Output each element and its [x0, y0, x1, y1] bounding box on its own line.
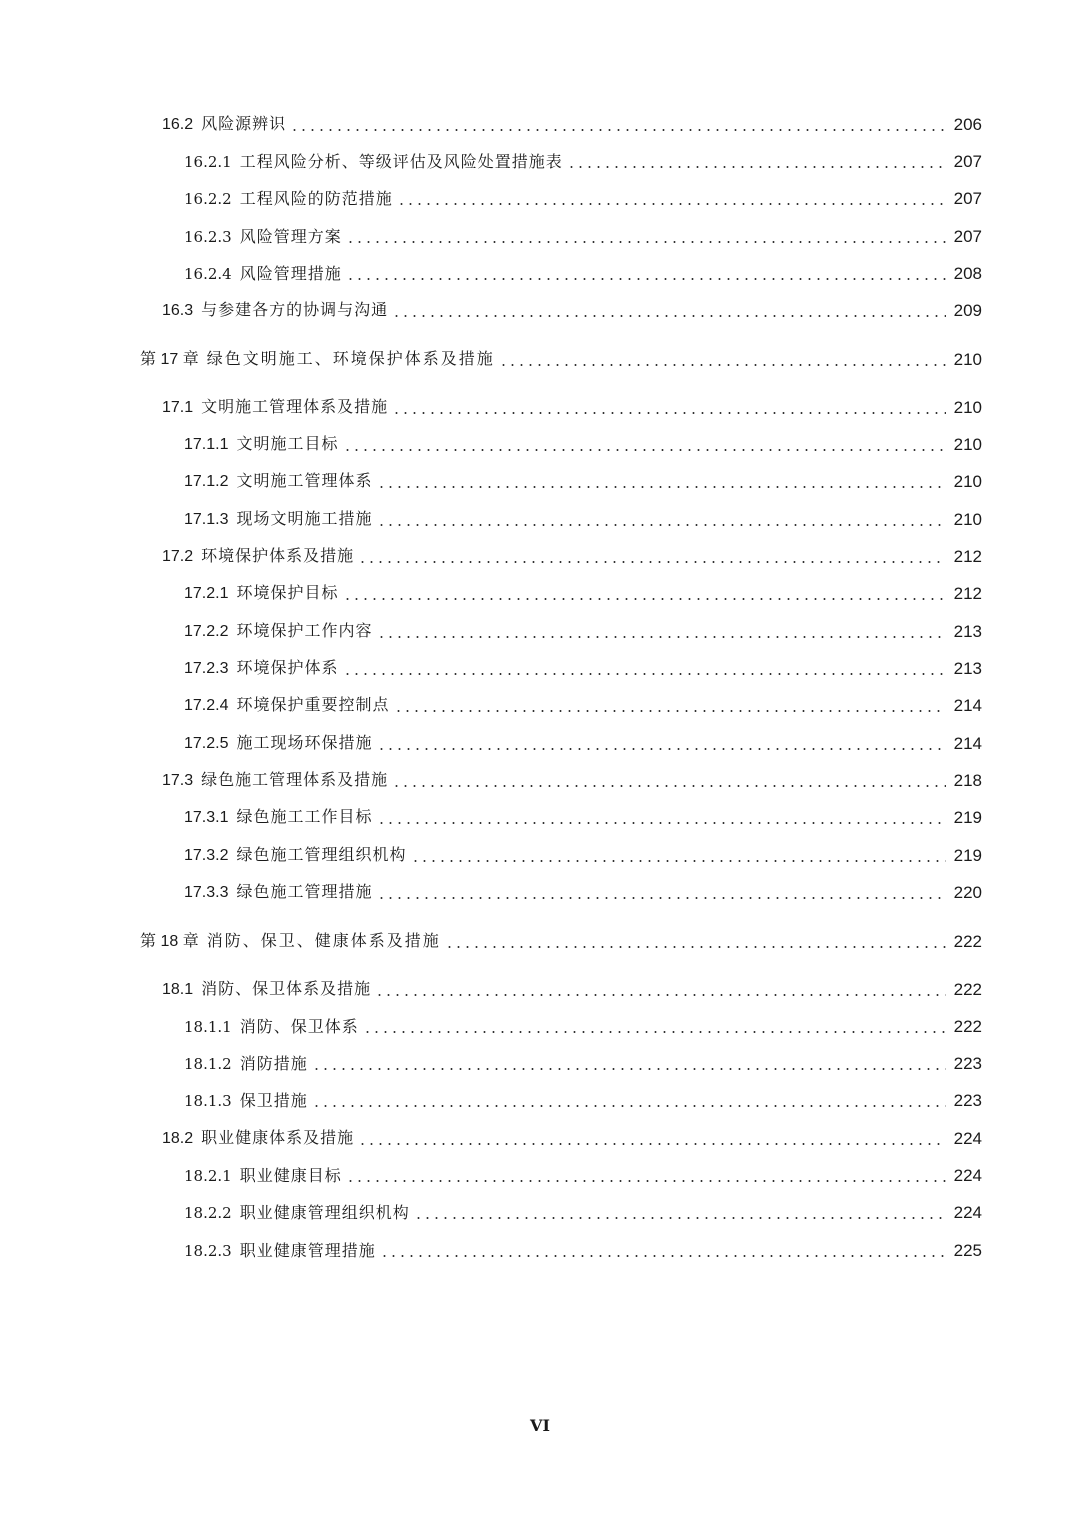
toc-entry-label	[184, 188, 393, 210]
toc-entry[interactable]	[184, 434, 982, 456]
toc-entry-label	[184, 1240, 376, 1262]
toc-entry-title: 职业健康体系及措施	[201, 1128, 355, 1147]
toc-entry[interactable]	[184, 1240, 982, 1262]
toc-entry-number: 16.2.4	[184, 265, 232, 283]
toc-entry-number: 16.3	[162, 302, 194, 319]
dot-leader	[377, 748, 947, 750]
toc-entry-page: 223	[953, 1091, 982, 1110]
toc-entry-label	[140, 930, 441, 953]
toc-entry-page: 213	[953, 622, 982, 641]
toc-entry[interactable]	[184, 583, 982, 605]
toc-entry-number: 16.2.3	[184, 228, 232, 246]
dot-leader	[377, 897, 947, 899]
toc-entry-title: 绿色施工管理组织机构	[236, 845, 407, 864]
toc-entry-title: 保卫措施	[239, 1091, 308, 1110]
toc-entry[interactable]	[184, 733, 982, 755]
toc-entry-page: 223	[953, 1054, 982, 1073]
toc-entry-title: 环境保护重要控制点	[236, 695, 390, 714]
toc-entry[interactable]	[184, 695, 982, 717]
toc-entry-page: 222	[953, 932, 982, 951]
toc-entry-label	[184, 806, 373, 829]
toc-entry[interactable]	[162, 546, 982, 568]
toc-entry-title: 消防、保卫体系	[239, 1017, 359, 1036]
toc-entry-label	[184, 433, 339, 456]
toc-entry-page: 218	[953, 771, 982, 790]
dot-leader	[346, 1180, 946, 1182]
toc-entry-page: 210	[953, 435, 982, 454]
toc-entry-number: 17.2.1	[184, 585, 229, 602]
toc-entry-page: 207	[953, 152, 982, 171]
dot-leader	[375, 994, 946, 996]
dot-leader	[411, 860, 947, 862]
toc-entry-page: 210	[953, 510, 982, 529]
toc-entry-label	[162, 1127, 354, 1150]
toc-entry[interactable]	[184, 658, 982, 680]
toc-entry-page: 210	[953, 350, 982, 369]
toc-entry[interactable]	[184, 188, 982, 210]
dot-leader	[312, 1068, 946, 1070]
toc-entry-number: 18.1.2	[184, 1055, 232, 1073]
dot-leader	[312, 1105, 946, 1107]
toc-entry-label	[184, 1090, 308, 1112]
dot-leader	[499, 364, 946, 366]
dot-leader	[343, 673, 947, 675]
toc-entry-title: 环境保护目标	[236, 583, 339, 602]
toc-entry-title: 环境保护工作内容	[236, 621, 373, 640]
toc-entry[interactable]	[184, 1053, 982, 1075]
toc-entry-label	[162, 769, 388, 792]
dot-leader	[377, 822, 947, 824]
toc-entry-title: 环境保护体系及措施	[201, 546, 355, 565]
toc-entry-number: 18.1	[162, 981, 194, 998]
toc-entry-page: 210	[953, 398, 982, 417]
toc-entry-page: 212	[953, 584, 982, 603]
toc-entry-page: 210	[953, 472, 982, 491]
toc-entry[interactable]	[184, 621, 982, 643]
toc-entry[interactable]	[184, 1202, 982, 1224]
toc-entry-title: 风险管理方案	[239, 227, 342, 246]
dot-leader	[397, 203, 946, 205]
toc-entry[interactable]	[162, 1128, 982, 1150]
dot-leader	[392, 785, 946, 787]
toc-entry-label	[162, 113, 286, 136]
toc-entry-page: 207	[953, 189, 982, 208]
toc-entry-page: 207	[953, 227, 982, 246]
toc-entry-title: 风险管理措施	[239, 264, 342, 283]
toc-entry-label	[162, 978, 371, 1001]
toc-entry-number: 16.2	[162, 116, 194, 133]
toc-entry-page: 222	[953, 1017, 982, 1036]
toc-entry[interactable]	[184, 845, 982, 867]
toc-chapter-entry[interactable]	[140, 931, 982, 953]
toc-entry-title: 工程风险分析、等级评估及风险处置措施表	[239, 152, 563, 171]
toc-entry-label	[162, 299, 388, 322]
toc-entry[interactable]	[184, 1165, 982, 1187]
toc-entry-title: 环境保护体系	[236, 658, 339, 677]
toc-entry-label	[184, 1053, 308, 1075]
toc-entry-page: 212	[953, 547, 982, 566]
toc-entry[interactable]	[162, 114, 982, 136]
toc-entry-page: 213	[953, 659, 982, 678]
dot-leader	[567, 166, 946, 168]
dot-leader	[363, 1031, 946, 1033]
dot-leader	[358, 1143, 946, 1145]
toc-entry-number: 17.3.2	[184, 847, 229, 864]
dot-leader	[380, 1255, 946, 1257]
toc-entry-label	[184, 470, 373, 493]
toc-entry-label	[184, 881, 373, 904]
toc-entry-page: 208	[953, 264, 982, 283]
toc-entry-number: 18.1.3	[184, 1092, 232, 1110]
dot-leader	[377, 486, 947, 488]
toc-entry-title: 消防、保卫体系及措施	[201, 979, 372, 998]
toc-entry-label	[162, 545, 354, 568]
toc-entry-number: 17.1.1	[184, 436, 229, 453]
toc-entry[interactable]	[184, 807, 982, 829]
toc-entry-number: 18.1.1	[184, 1018, 232, 1036]
toc-entry-title: 现场文明施工措施	[236, 509, 373, 528]
toc-entry-label	[184, 620, 373, 643]
toc-entry-page: 214	[953, 734, 982, 753]
toc-entry[interactable]	[184, 509, 982, 531]
toc-entry[interactable]	[162, 300, 982, 322]
toc-entry-page: 206	[953, 115, 982, 134]
toc-entry-number: 第 17 章	[140, 351, 199, 368]
toc-entry-number: 17.2.3	[184, 660, 229, 677]
toc-entry-page: 214	[953, 696, 982, 715]
toc-entry[interactable]	[184, 1016, 982, 1038]
toc-entry[interactable]	[184, 263, 982, 285]
toc-entry-label	[184, 508, 373, 531]
toc-entry-number: 17.3.1	[184, 809, 229, 826]
toc-entry-title: 消防、保卫、健康体系及措施	[206, 931, 441, 950]
toc-entry-title: 绿色文明施工、环境保护体系及措施	[206, 349, 495, 368]
toc-entry[interactable]	[184, 151, 982, 173]
dot-leader	[445, 946, 946, 948]
dot-leader	[346, 278, 946, 280]
page-number-footer: VI	[530, 1416, 550, 1435]
toc-entry-label	[184, 1016, 359, 1038]
dot-leader	[394, 710, 947, 712]
dot-leader	[358, 561, 946, 563]
toc-entry[interactable]	[162, 397, 982, 419]
toc-entry-page: 225	[953, 1241, 982, 1260]
dot-leader	[392, 315, 946, 317]
toc-entry-label	[184, 1202, 410, 1224]
dot-leader	[414, 1217, 946, 1219]
toc-entry-title: 绿色施工管理体系及措施	[201, 770, 389, 789]
toc-entry-number: 17.2.5	[184, 735, 229, 752]
toc-entry-page: 224	[953, 1129, 982, 1148]
toc-entry-number: 17.1.3	[184, 511, 229, 528]
toc-entry-title: 工程风险的防范措施	[239, 189, 393, 208]
toc-entry-title: 与参建各方的协调与沟通	[201, 300, 389, 319]
dot-leader	[290, 129, 946, 131]
toc-entry-number: 17.1	[162, 399, 194, 416]
dot-leader	[377, 636, 947, 638]
toc-entry-number: 17.3.3	[184, 884, 229, 901]
dot-leader	[343, 449, 947, 451]
toc-entry-title: 绿色施工工作目标	[236, 807, 373, 826]
toc-entry-number: 17.1.2	[184, 473, 229, 490]
toc-entry-title: 风险源辨识	[201, 114, 287, 133]
toc-entry-number: 17.2.4	[184, 697, 229, 714]
toc-entry[interactable]	[184, 882, 982, 904]
toc-entry-label	[184, 657, 339, 680]
toc-chapter-entry[interactable]	[140, 349, 982, 371]
toc-entry-number: 17.3	[162, 772, 194, 789]
toc-entry-title: 职业健康管理组织机构	[239, 1203, 410, 1222]
toc-entry-number: 18.2.3	[184, 1242, 232, 1260]
toc-entry[interactable]	[184, 1090, 982, 1112]
toc-entry-page: 220	[953, 883, 982, 902]
toc-entry-number: 18.2	[162, 1130, 194, 1147]
toc-entry-page: 224	[953, 1203, 982, 1222]
dot-leader	[343, 598, 947, 600]
toc-entry-title: 施工现场环保措施	[236, 733, 373, 752]
dot-leader	[392, 412, 946, 414]
toc-entry[interactable]	[184, 226, 982, 248]
toc-entry-number: 17.2.2	[184, 623, 229, 640]
toc-entry-label	[184, 582, 339, 605]
toc-entry-title: 文明施工管理体系及措施	[201, 397, 389, 416]
toc-entry-label	[140, 348, 495, 371]
toc-entry-label	[162, 396, 388, 419]
toc-entry-page: 224	[953, 1166, 982, 1185]
toc-entry-title: 消防措施	[239, 1054, 308, 1073]
toc-entry[interactable]	[162, 979, 982, 1001]
toc-entry[interactable]	[184, 471, 982, 493]
toc-entry-page: 209	[953, 301, 982, 320]
toc-entry-title: 文明施工目标	[236, 434, 339, 453]
toc-entry-title: 文明施工管理体系	[236, 471, 373, 490]
toc-entry-number: 第 18 章	[140, 933, 199, 950]
toc-entry-number: 18.2.2	[184, 1204, 232, 1222]
toc-entry-label	[184, 263, 342, 285]
toc-entry-label	[184, 151, 563, 173]
toc-entry-label	[184, 226, 342, 248]
toc-entry-page: 219	[953, 808, 982, 827]
toc-entry-label	[184, 844, 407, 867]
toc-entry-page: 222	[953, 980, 982, 999]
toc-entry-title: 绿色施工管理措施	[236, 882, 373, 901]
toc-entry-number: 16.2.2	[184, 190, 232, 208]
toc-entry[interactable]	[162, 770, 982, 792]
toc-entry-label	[184, 732, 373, 755]
toc-entry-title: 职业健康目标	[239, 1166, 342, 1185]
dot-leader	[377, 524, 947, 526]
dot-leader	[346, 241, 946, 243]
toc-entry-page: 219	[953, 846, 982, 865]
toc-entry-label	[184, 1165, 342, 1187]
toc-entry-title: 职业健康管理措施	[239, 1241, 376, 1260]
toc-entry-label	[184, 694, 390, 717]
toc-entry-number: 16.2.1	[184, 153, 232, 171]
toc-entry-number: 17.2	[162, 548, 194, 565]
toc-entry-number: 18.2.1	[184, 1167, 232, 1185]
